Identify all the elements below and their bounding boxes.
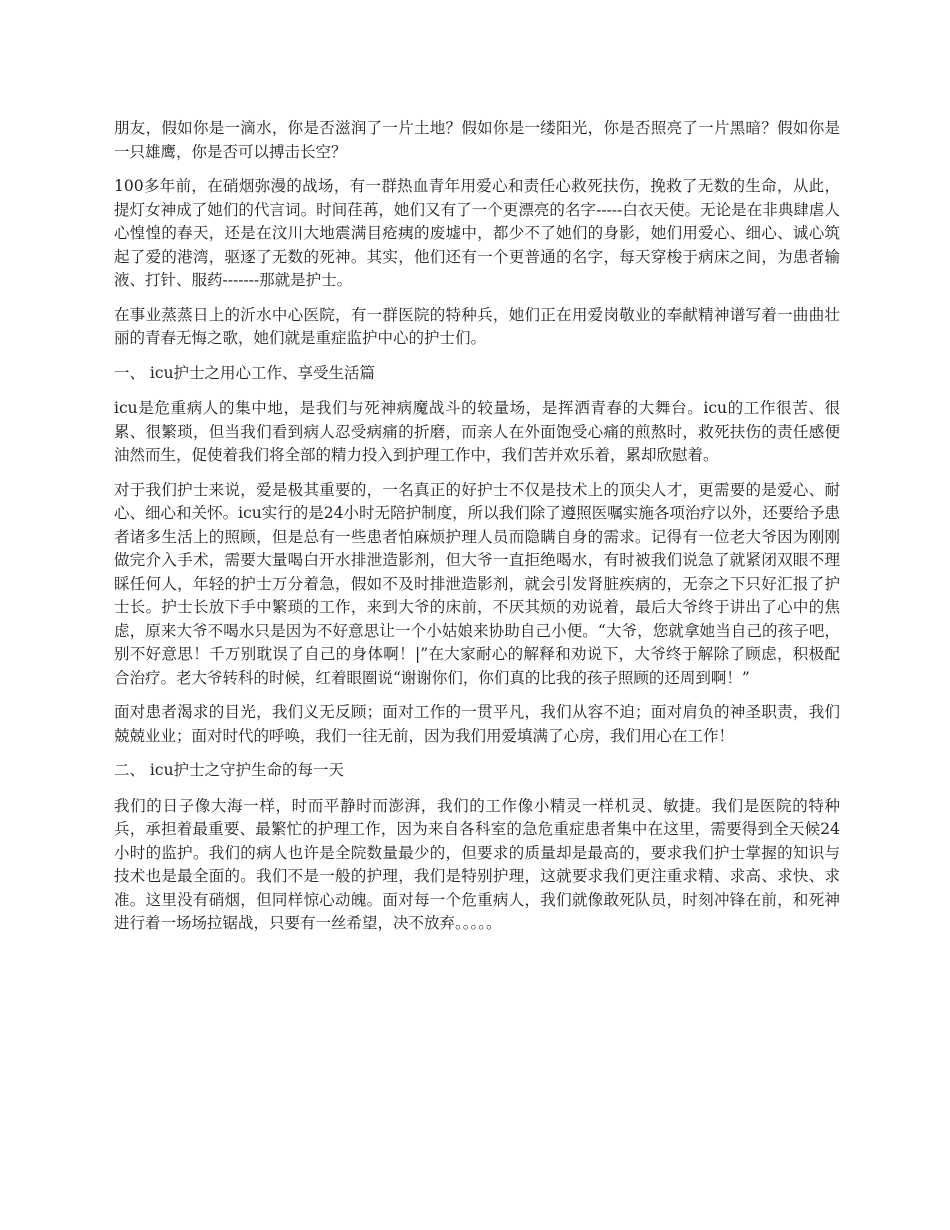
daily-work-paragraph: 我们的日子像大海一样，时而平静时而澎湃，我们的工作像小精灵一样机灵、敏捷。我们是医院的特种兵，承担着最重要、最繁忙的护理工作，因为来自各科室的急危重症患者集中在这里，需要得到全天候24小时的监护。我们的病人也许是全院数量最少的，但要求的质量却是最高的，要求我们护士掌握的知识与技术也是最全面的。我们不是一般的护理，我们是特别护理，这就要求我们更注重求精、求高、求快、求准。这里没有硝烟，但同样惊心动魄。面对每一个危重病人，我们就像敢死队员，时刻冲锋在前，和死神进行着一场场拉锯战，只要有一丝希望，决不放弃。。。。。 (114, 796, 840, 932)
document-body (114, 117, 840, 947)
icu-intro-paragraph: icu是危重病人的集中地，是我们与死神病魔战斗的较量场，是挥洒青春的大舞台。icu的工作很苦、很累、很繁琐，但当我们看到病人忍受病痛的折磨，而亲人在外面饱受心痛的煎熬时，救死扶伤的责任感便油然而生，促使着我们将全部的精力投入到护理工作中，我们苦并欢乐着，累却欣慰着。 (114, 399, 840, 464)
history-paragraph: 100多年前，在硝烟弥漫的战场，有一群热血青年用爱心和责任心救死扶伤，挽救了无数的生命，从此，提灯女神成了她们的代言词。时间荏苒，她们又有了一个更漂亮的名字-----白衣天使。无论是在非典肆虐人心惶惶的春天，还是在汶川大地震满目疮痍的废墟中，都少不了她们的身影，她们用爱心、细心、诚心筑起了爱的港湾，驱逐了无数的死神。其实，他们还有一个更普通的名字，每天穿梭于病床之间，为患者输液、打针、服药-------那就是护士。 (114, 177, 840, 289)
intro-paragraph: 朋友，假如你是一滴水，你是否滋润了一片土地？假如你是一缕阳光，你是否照亮了一片黑暗？假如你是一只雄鹰，你是否可以搏击长空？ (114, 119, 840, 161)
section-heading-two: 二、 icu护士之守护生命的每一天 (114, 761, 345, 779)
commitment-paragraph: 面对患者渴求的目光，我们义无反顾；面对工作的一贯平凡，我们从容不迫；面对肩负的神圣职责，我们兢兢业业；面对时代的呼唤，我们一往无前，因为我们用爱填满了心房，我们用心在工作！ (114, 703, 840, 745)
story-paragraph: 对于我们护士来说，爱是极其重要的，一名真正的好护士不仅是技术上的顶尖人才，更需要的是爱心、耐心、细心和关怀。icu实行的是24小时无陪护制度，所以我们除了遵照医嘱实施各项治疗以外，还要给予患者诸多生活上的照顾，但是总有一些患者怕麻烦护理人员而隐瞒自身的需求。记得有一位老大爷因为刚刚做完介入手术，需要大量喝白开水排泄造影剂，但大爷一直拒绝喝水，有时被我们说急了就紧闭双眼不理睬任何人，年轻的护士万分着急，假如不及时排泄造影剂，就会引发肾脏疾病的，无奈之下只好汇报了护士长。护士长放下手中繁琐的工作，来到大爷的床前，不厌其烦的劝说着，最后大爷终于讲出了心中的焦虑，原来大爷不喝水只是因为不好意思让一个小姑娘来协助自己小便。“大爷，您就拿她当自己的孩子吧，别不好意思！千万别耽误了自己的身体啊！|”在大家耐心的解释和劝说下，大爷终于解除了顾虑，积极配合治疗。老大爷转科的时候，红着眼圈说“谢谢你们，你们真的比我的孩子照顾的还周到啊！” (114, 480, 840, 687)
hospital-paragraph: 在事业蒸蒸日上的沂水中心医院，有一群医院的特种兵，她们正在用爱岗敬业的奉献精神谱写着一曲曲壮丽的青春无悔之歌，她们就是重症监护中心的护士们。 (114, 305, 840, 347)
section-heading-one: 一、 icu护士之用心工作、享受生活篇 (114, 363, 376, 382)
